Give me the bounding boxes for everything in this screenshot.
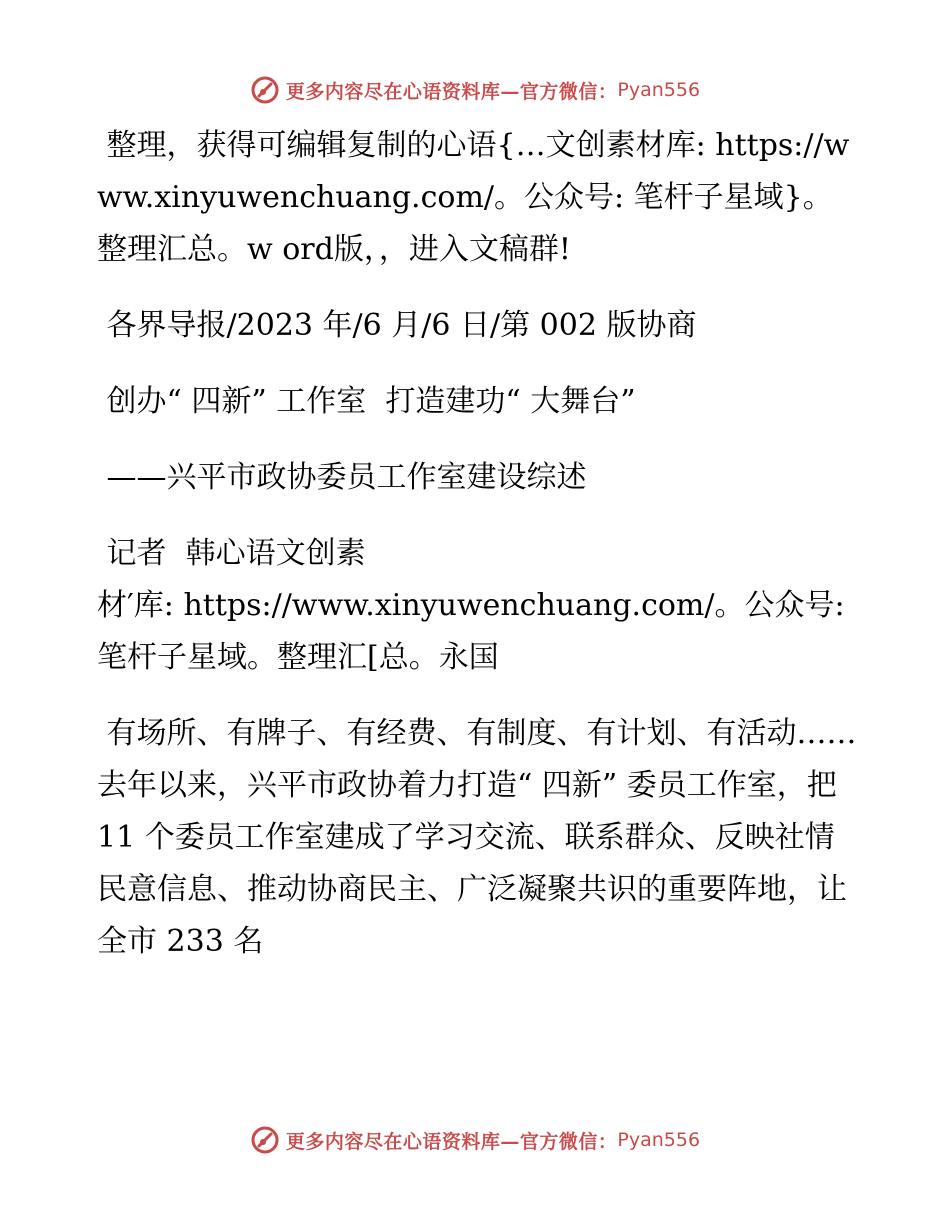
- byline: 记者 韩心语文创素: [97, 536, 366, 571]
- article-subtitle: ——兴平市政协委员工作室建设综述: [97, 460, 587, 495]
- body-paragraph: 有场所、有牌子、有经费、有制度、有计划、有活动……去年以来，兴平市政协着力打造“ 四新” 委员工作室，把 11 个委员工作室建成了学习交流、联系群众、反映社情民意信息、推动协商民主、广泛凝聚共识的重要阵地，让全市 233 名: [97, 716, 857, 959]
- banner-handle: Pyan556: [617, 1129, 701, 1151]
- byline-continuation: 材′库: https://www.xinyuwenchuang.com/。公众号: 笔杆子星域。整理汇[总。永国: [97, 588, 855, 675]
- quill-seal-icon: [250, 75, 280, 105]
- intro-paragraph: 整理，获得可编辑复制的心语{…文创素材库: https://www.xinyuwenchuang.com/。公众号: 笔杆子星域}。整理汇总。w ord版，，进入文稿群!: [97, 128, 850, 267]
- quill-seal-icon: [250, 1125, 280, 1155]
- banner-handle: Pyan556: [617, 79, 701, 101]
- document-body: [97, 120, 857, 992]
- article-title: 创办“ 四新” 工作室 打造建功“ 大舞台”: [97, 384, 636, 419]
- footer-banner: [0, 1120, 950, 1160]
- banner-text: 更多内容尽在心语资料库—官方微信：: [285, 80, 618, 103]
- banner-text: 更多内容尽在心语资料库—官方微信：: [285, 1130, 618, 1153]
- header-banner: [0, 70, 950, 110]
- newspaper-source-line: 各界导报/2023 年/6 月/6 日/第 002 版协商: [97, 308, 697, 343]
